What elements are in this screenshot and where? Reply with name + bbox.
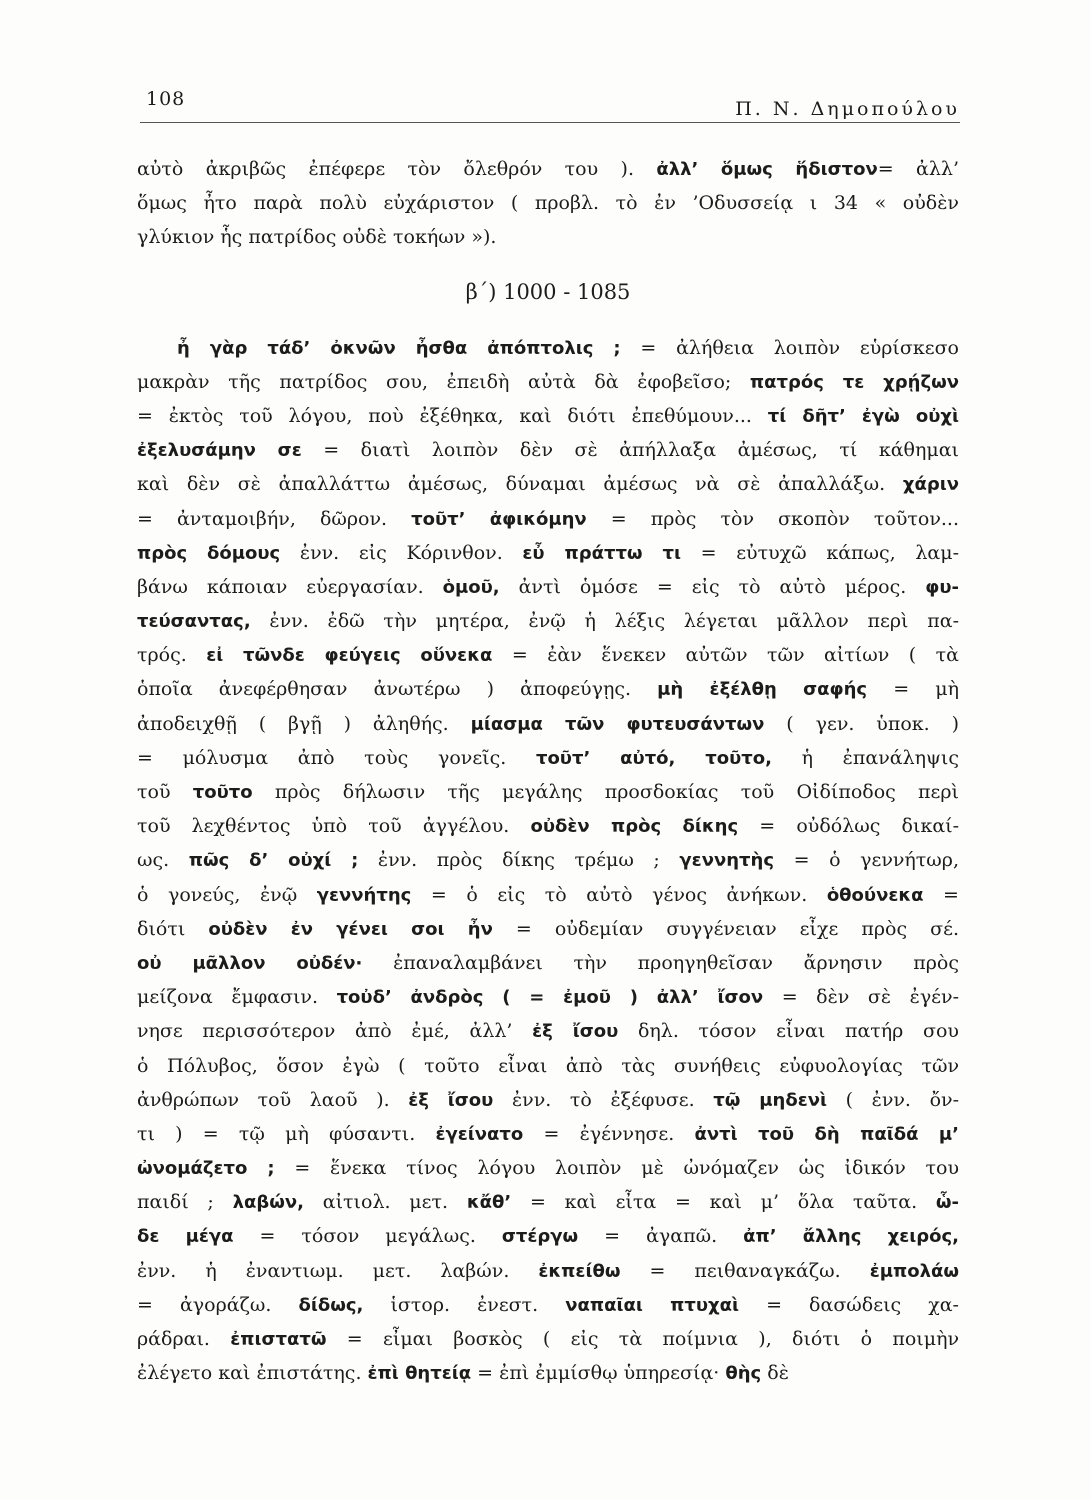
lemma-term: ἐξ ἴσου [408, 1089, 494, 1111]
text-line [137, 672, 959, 706]
header-rule [140, 122, 960, 123]
gloss-text: = ἐπὶ ἐμμίσθῳ ὑπηρεσίᾳ· [471, 1362, 726, 1385]
text-line [137, 399, 959, 433]
gloss-text: μείζονα ἔμφασιν. [137, 986, 337, 1009]
gloss-text: ἐπαναλαμβάνει τὴν προηγηθεῖσαν ἄρνησιν πρὸς [362, 951, 959, 974]
gloss-text: = ὁ εἰς τὸ αὐτὸ γένος ἀνήκων. [411, 883, 827, 906]
gloss-text: διότι [137, 917, 209, 940]
lemma-term: εἰ τῶνδε φεύγεις οὕνεκα [206, 645, 493, 667]
gloss-text: ως. [137, 849, 189, 872]
lemma-term: τῷ μηδενὶ [713, 1089, 827, 1111]
text-line [137, 536, 959, 570]
lemma-term: κἄθ’ [466, 1192, 512, 1214]
text-line [137, 220, 959, 254]
lemma-term: τοῦτο [192, 782, 253, 803]
text-line [137, 946, 959, 980]
gloss-text: τοῦ λεχθέντος ὑπὸ τοῦ ἀγγέλου. [137, 815, 531, 838]
gloss-text: ὅμως ἦτο παρὰ πολὺ εὐχάριστον ( προβλ. τὸ ἐν ’Οδυσσείᾳ ι 34 « οὐδὲν [137, 192, 959, 215]
text-line [137, 570, 959, 604]
text-line [137, 912, 959, 946]
gloss-text: = εὐτυχῶ κάπως, λαμ- [680, 541, 959, 564]
gloss-text: ἐνν. ἡ ἐναντιωμ. μετ. λαβών. [137, 1259, 539, 1282]
gloss-text: τρός. [137, 644, 207, 667]
lemma-term: οὐδὲν ἐν γένει σοι ἦν [208, 918, 493, 940]
gloss-text: = μόλυσμα ἀπὸ τοὺς γονεῖς. [137, 746, 536, 769]
gloss-text: = δασώδεις χα- [739, 1293, 959, 1316]
lemma-term: θὴς [725, 1363, 762, 1385]
text-line [137, 878, 959, 912]
gloss-text: = ἀλήθεια λοιπὸν εὑρίσκεσο [620, 336, 959, 359]
gloss-text: = διατὶ λοιπὸν δὲν σὲ ἀπήλλαξα ἀμέσως, τί κάθημαι [301, 439, 959, 462]
text-line [137, 1288, 959, 1322]
lemma-term: ἐπιστατῶ [230, 1329, 327, 1350]
page-header [140, 88, 960, 120]
gloss-text: = πειθαναγκάζω. [620, 1259, 870, 1282]
gloss-text: ἱστορ. ἐνεστ. [363, 1293, 566, 1316]
gloss-text: = οὐδεμίαν συγγένειαν εἶχε πρὸς σέ. [492, 917, 959, 940]
text-line [137, 1049, 959, 1083]
lemma-term: δίδως, [298, 1294, 364, 1316]
lemma-term: στέργω [501, 1226, 579, 1248]
gloss-text: βάνω κάποιαν εὐεργασίαν. [137, 575, 443, 598]
text-line [137, 152, 959, 186]
text-line [137, 980, 959, 1014]
text-line [137, 1254, 959, 1288]
lemma-term: ναπαῖαι πτυχαὶ [565, 1294, 740, 1316]
gloss-text: δὲ [761, 1362, 789, 1385]
gloss-text: ἀνθρώπων τοῦ λαοῦ ). [137, 1088, 409, 1111]
lemma-term: πρὸς δόμους [137, 542, 281, 564]
text-line [137, 1151, 959, 1185]
gloss-text: ἐνν. ἐδῶ τὴν μητέρα, ἐνῷ ἡ λέξις λέγεται μᾶλλον περὶ πα- [250, 610, 959, 633]
lemma-term: εὖ πράττω τι [522, 542, 681, 564]
gloss-text: ( ἐνν. ὄν- [827, 1088, 959, 1111]
gloss-text: ὁ Πόλυβος, ὅσον ἐγὼ ( τοῦτο εἶναι ἀπὸ τὰς συνήθεις εὐφυολογίας τῶν [137, 1054, 959, 1077]
lemma-term: γεννητὴς [679, 850, 775, 872]
gloss-text: αἰτιολ. μετ. [304, 1191, 467, 1214]
lemma-term: ἐξ ἴσου [532, 1021, 619, 1043]
gloss-text: = οὐδόλως δικαί- [738, 815, 959, 838]
text-line [137, 775, 959, 809]
lemma-term: ἐκπείθω [538, 1260, 621, 1282]
lemma-term: ἐγείνατο [435, 1123, 524, 1145]
lemma-term: ἀπ’ ἄλλης χειρός, [743, 1226, 959, 1248]
gloss-text: = μὴ [867, 678, 959, 701]
commentary-paragraph [137, 331, 959, 1391]
lemma-term: πῶς δ’ οὐχί ; [188, 850, 359, 872]
lemma-term: γεννήτης [316, 884, 412, 906]
gloss-text: παιδί ; [137, 1191, 233, 1214]
gloss-text: = ὁ γεννήτωρ, [774, 849, 959, 872]
lemma-term: ἀντὶ τοῦ δὴ παῖδά μ’ [694, 1123, 959, 1145]
lemma-term: ἐμπολάω [869, 1260, 959, 1282]
gloss-text: = ἀγαπῶ. [578, 1225, 744, 1248]
lemma-term: ὁθούνεκα [826, 884, 924, 906]
page-number: 108 [146, 88, 186, 110]
lemma-term: τοῦτ’ αὐτό, τοῦτο, [535, 747, 772, 769]
gloss-text: ράδραι. [137, 1328, 231, 1350]
text-line [137, 707, 959, 741]
text-line [137, 1356, 959, 1390]
lemma-term: ὧ- [935, 1192, 959, 1214]
lemma-term: τεύσαντας, [137, 611, 251, 633]
lemma-term: δε μέγα [137, 1226, 234, 1248]
lemma-term: οὐδὲν πρὸς δίκης [530, 816, 739, 838]
text-line [137, 741, 959, 775]
gloss-text: νησε περισσότερον ἀπὸ ἐμέ, ἀλλ’ [137, 1020, 533, 1043]
gloss-text: τοῦ [137, 781, 193, 803]
text-line [137, 1322, 959, 1356]
lemma-term: τοὐδ’ ἀνδρὸς ( = ἐμοῦ ) ἀλλ’ ἴσον [336, 987, 764, 1009]
text-line [137, 1185, 959, 1219]
text-line [137, 1014, 959, 1048]
gloss-text: αὐτὸ ἀκριβῶς ἐπέφερε τὸν ὄλεθρόν του ). [137, 158, 657, 180]
gloss-text: ( γεν. ὑποκ. ) [764, 712, 959, 735]
gloss-text: ἐνν. εἰς Κόρινθον. [280, 541, 523, 564]
gloss-text: τι ) = τῷ μὴ φύσαντι. [137, 1122, 436, 1145]
gloss-text: = δὲν σὲ ἐγέν- [763, 986, 959, 1009]
text-line [137, 638, 959, 672]
gloss-text: = ἐγέννησε. [523, 1122, 695, 1145]
lemma-term: οὐ μᾶλλον οὐδέν· [137, 952, 363, 974]
gloss-text: = εἶμαι βοσκὸς ( εἰς τὰ ποίμνια ), διότι ὁ ποιμὴν [326, 1328, 959, 1350]
gloss-text: ἀποδειχθῇ ( βγῇ ) ἀληθής. [137, 712, 471, 735]
gloss-text: = πρὸς τὸν σκοπὸν τοῦτον... [586, 507, 959, 530]
gloss-text: = ἀλλ’ [877, 158, 959, 180]
lemma-term: μὴ ἐξέλθῃ σαφής [657, 679, 868, 701]
lemma-term: φυ- [925, 576, 959, 598]
gloss-text: δηλ. τόσον εἶναι πατήρ σου [618, 1020, 959, 1043]
gloss-text: = ἀνταμοιβήν, δῶρον. [137, 507, 412, 530]
text-line [137, 433, 959, 467]
gloss-text: = ἕνεκα τίνος λόγου λοιπὸν μὲ ὠνόμαζεν ὡς ἰδικόν του [274, 1157, 959, 1180]
gloss-text: ἀντὶ ὁμόσε = εἰς τὸ αὐτὸ μέρος. [499, 575, 926, 598]
text-line [137, 1117, 959, 1151]
text-line [137, 1083, 959, 1117]
text-line [137, 502, 959, 536]
gloss-text: ἐλέγετο καὶ ἐπιστάτης. [137, 1362, 368, 1385]
gloss-text: καὶ δὲν σὲ ἀπαλλάττω ἀμέσως, δύναμαι ἀμέσως νὰ σὲ ἀπαλλάξω. [137, 473, 903, 496]
gloss-text: ὁ γονεύς, ἐνῷ [137, 883, 317, 906]
body-text [137, 152, 959, 1390]
text-line [137, 809, 959, 843]
lemma-term: ἐπὶ θητείᾳ [367, 1363, 472, 1385]
lemma-term: ὁμοῦ, [442, 576, 500, 598]
gloss-text: ἡ ἐπανάληψις [771, 746, 959, 769]
gloss-text: = [923, 883, 959, 906]
lemma-term: τοῦτ’ ἀφικόμην [411, 508, 587, 530]
lemma-term: ἐξελυσάμην σε [137, 440, 302, 462]
gloss-text: = τόσον μεγάλως. [233, 1225, 502, 1248]
gloss-text: ὁποῖα ἀνεφέρθησαν ἀνωτέρω ) ἀποφεύγῃς. [137, 678, 658, 701]
text-line [137, 843, 959, 877]
gloss-text: ἐνν. τὸ ἐξέφυσε. [493, 1088, 714, 1111]
text-line [137, 467, 959, 501]
text-line [137, 365, 959, 399]
gloss-text: = καὶ εἶτα = καὶ μ’ ὅλα ταῦτα. [511, 1191, 936, 1214]
lemma-term: ἦ γὰρ τάδ’ ὀκνῶν ἦσθα ἀπόπτολις ; [177, 337, 621, 359]
gloss-text: πρὸς δήλωσιν τῆς μεγάλης προσδοκίας τοῦ Οἰδίποδος περὶ [252, 781, 959, 803]
lemma-term: τί δῆτ’ ἐγὼ οὐχὶ [767, 405, 959, 427]
text-line [137, 604, 959, 638]
gloss-text: μακρὰν τῆς πατρίδος σου, ἐπειδὴ αὐτὰ δὰ ἐφοβεῖσο; [137, 370, 750, 393]
lemma-term: ἀλλ’ ὅμως ἥδιστον [656, 159, 878, 180]
gloss-text: = ἐὰν ἕνεκεν αὐτῶν τῶν αἰτίων ( τὰ [492, 644, 959, 667]
gloss-text: = ἀγοράζω. [137, 1293, 299, 1316]
lemma-term: πατρός τε χρῄζων [749, 371, 959, 393]
lemma-term: ὠνομάζετο ; [137, 1158, 275, 1180]
running-title: Π. Ν. Δημοπούλου [735, 98, 960, 120]
gloss-text: γλύκιον ἧς πατρίδος οὐδὲ τοκήων »). [137, 226, 497, 249]
text-line [137, 186, 959, 220]
lemma-term: χάριν [902, 474, 959, 496]
paragraph-continuation [137, 152, 959, 255]
text-line [137, 1219, 959, 1253]
gloss-text: = ἐκτὸς τοῦ λόγου, ποὺ ἐξέθηκα, καὶ διότι ἐπεθύμουν... [137, 404, 768, 427]
text-line [137, 331, 959, 365]
lemma-term: μίασμα τῶν φυτευσάντων [470, 713, 765, 735]
gloss-text: ἐνν. πρὸς δίκης τρέμω ; [358, 849, 680, 872]
section-heading: β΄) 1000 - 1085 [465, 279, 631, 304]
lemma-term: λαβών, [232, 1192, 304, 1214]
